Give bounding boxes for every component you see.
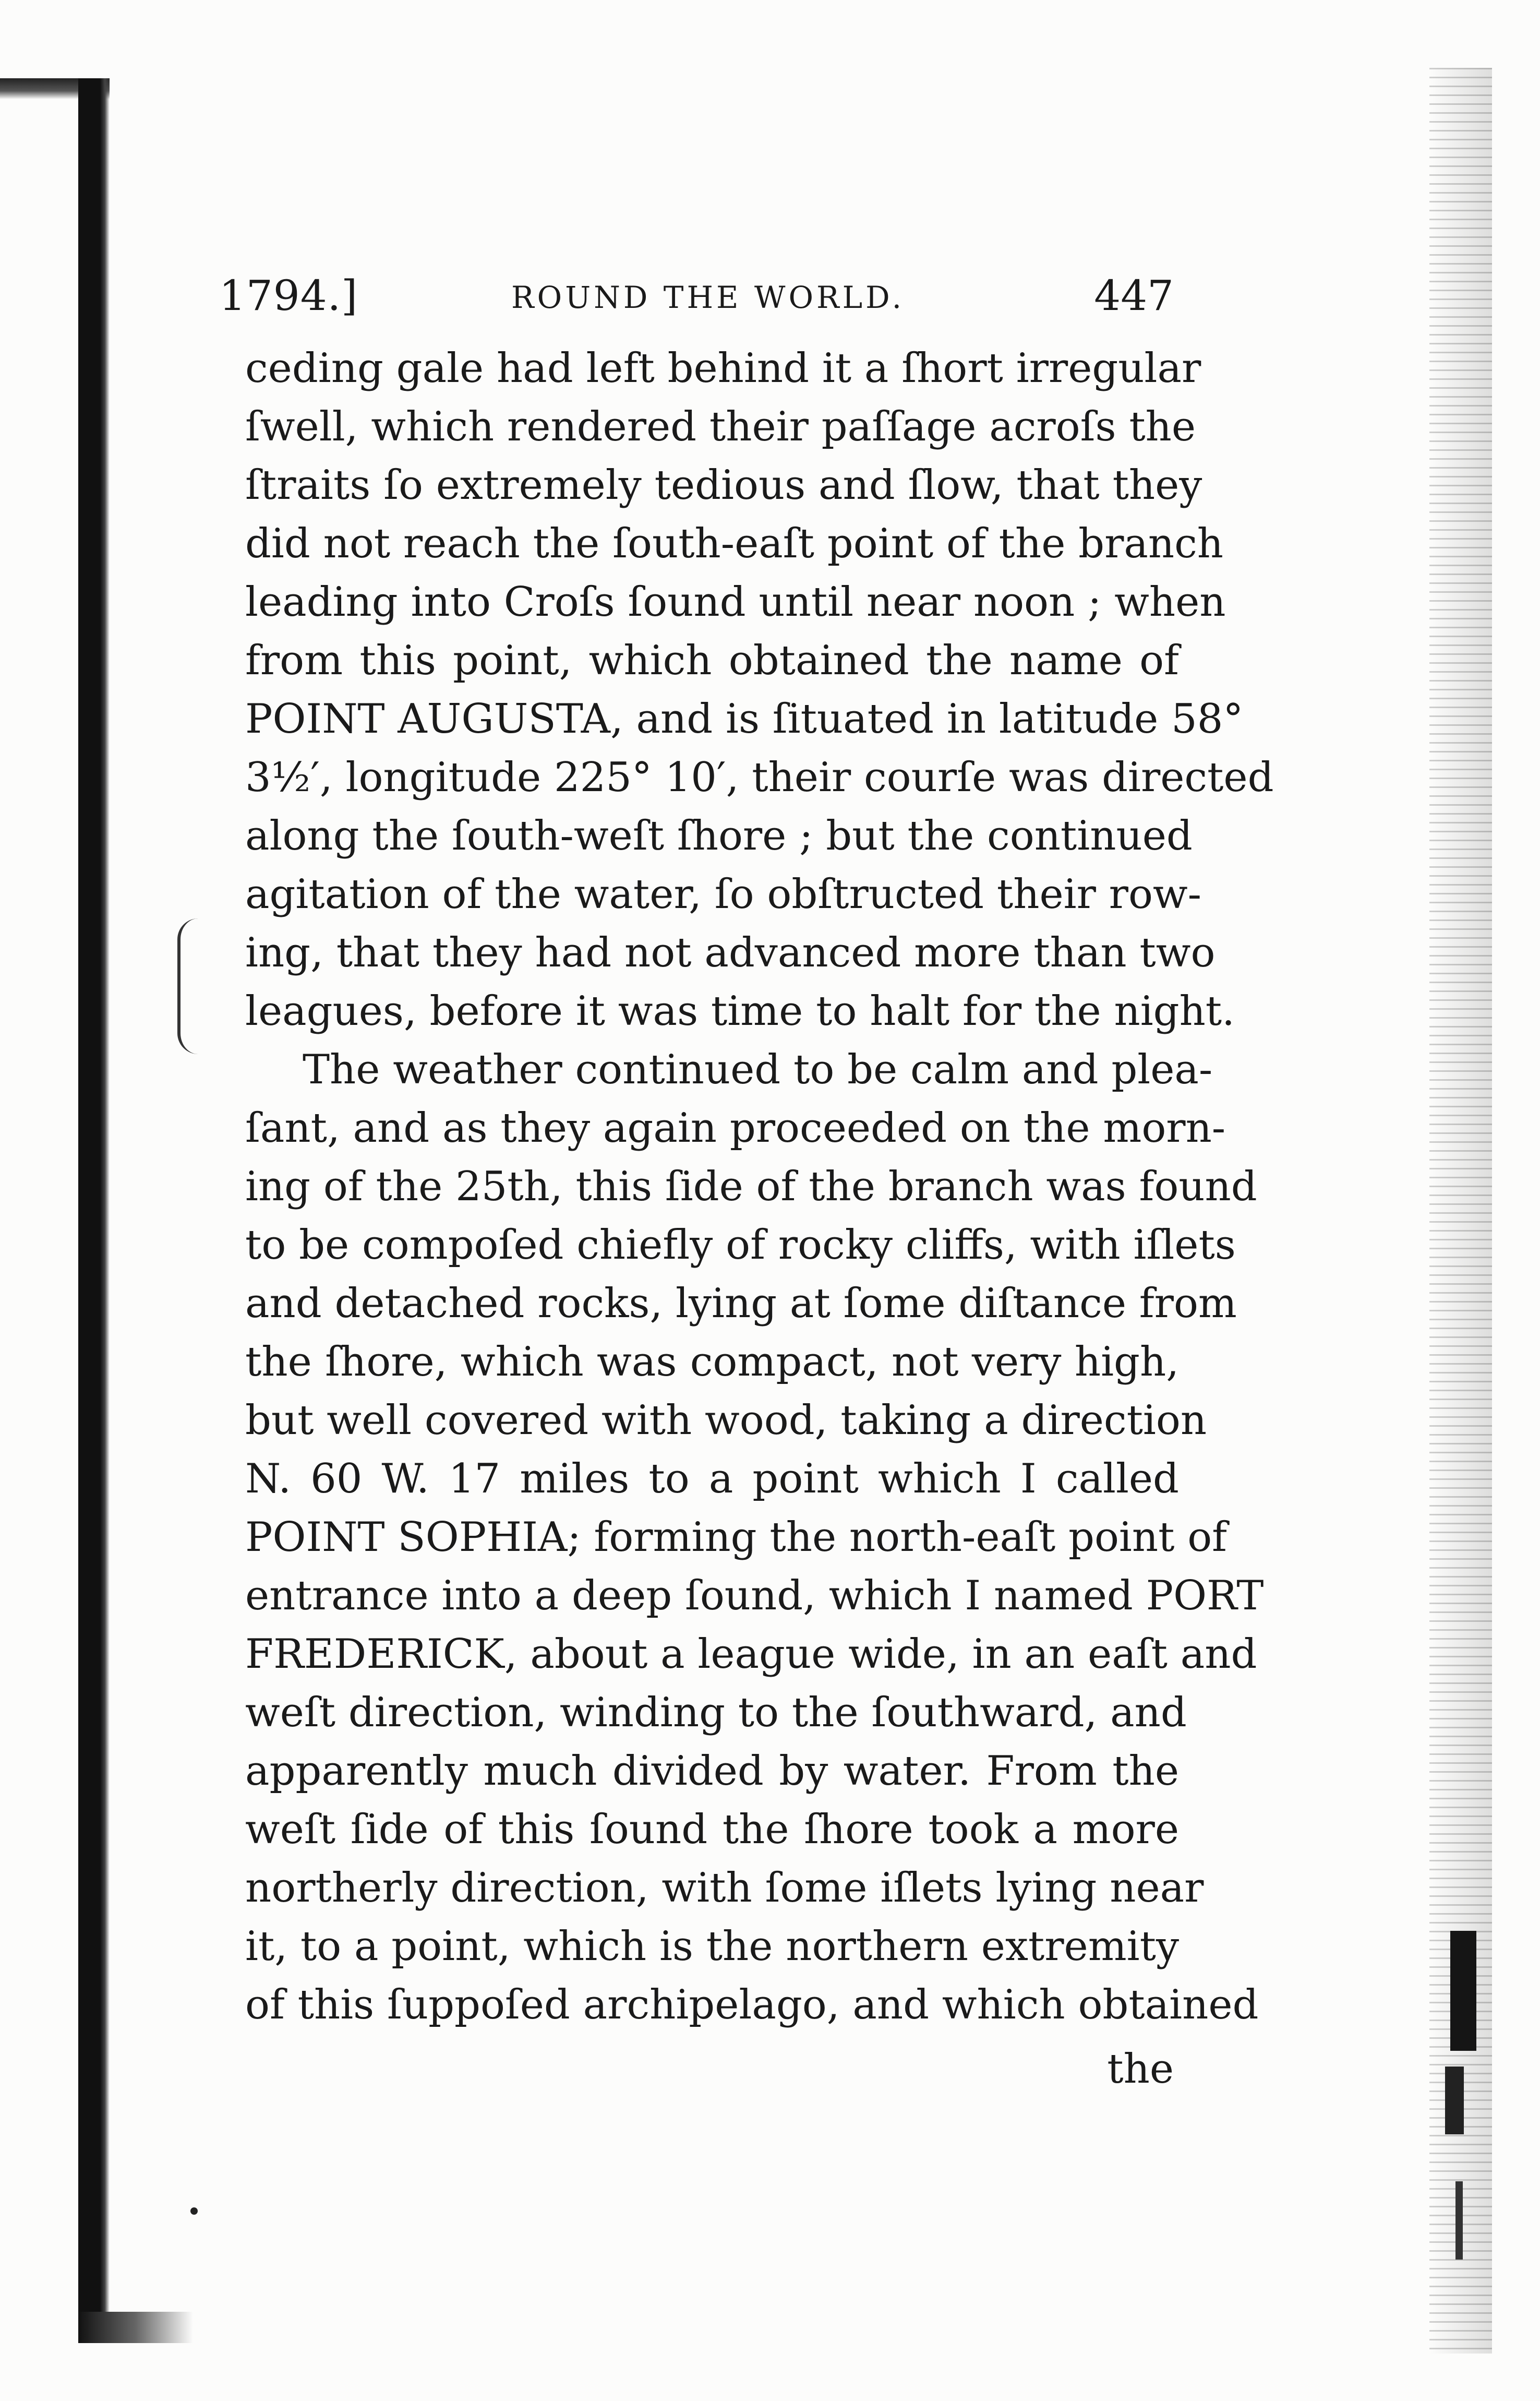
binding-shadow-bottom	[78, 2312, 193, 2343]
text-line: of this ſuppoſed archipelago, and which obtained	[245, 1981, 1259, 2028]
running-title: ROUND THE WORLD.	[511, 280, 905, 315]
text-line: the ſhore, which was compact, not very high,	[245, 1339, 1179, 1385]
text-line: to be compoſed chiefly of rocky cliffs, with iſlets	[245, 1222, 1236, 1269]
text-line: and detached rocks, lying at ſome diſtance from	[245, 1280, 1237, 1327]
text-line: ſtraits ſo extremely tedious and ſlow, that they	[245, 462, 1202, 509]
text-line: from this point, which obtained the name of	[245, 637, 1179, 684]
text-line: entrance into a deep ſound, which I named PORT	[245, 1572, 1264, 1619]
text-line: ſwell, which rendered their paſſage acroſs the	[245, 403, 1196, 450]
text-line: ceding gale had left behind it a ſhort irregular	[245, 345, 1201, 392]
ink-speck	[190, 2207, 198, 2215]
text-line: apparently much divided by water. From the	[245, 1748, 1179, 1795]
text-line: ing of the 25th, this ſide of the branch was found	[245, 1163, 1257, 1210]
text-line: did not reach the ſouth-eaſt point of the branch	[245, 520, 1224, 567]
text-line: northerly direction, with ſome iſlets lying near	[245, 1865, 1204, 1912]
text-line: 3½′, longitude 225° 10′, their courſe was directed	[245, 754, 1274, 801]
scan-mark	[1450, 1931, 1476, 2051]
text-line: weſt direction, winding to the ſouthward, and	[245, 1689, 1187, 1736]
text-line: it, to a point, which is the northern extremity	[245, 1923, 1180, 1970]
text-line: leagues, before it was time to halt for the night.	[245, 988, 1235, 1035]
binding-edge	[78, 78, 110, 2343]
text-line: leading into Croſs ſound until near noon ; when	[245, 579, 1226, 626]
body-text	[245, 339, 1274, 2034]
text-line: The weather continued to be calm and plea-	[303, 1046, 1213, 1093]
catchword: the	[1107, 2046, 1174, 2093]
header-year: 1794.]	[219, 271, 358, 320]
text-line: weſt ſide of this ſound the ſhore took a more	[245, 1806, 1179, 1853]
scan-mark	[1455, 2181, 1463, 2260]
text-line: ing, that they had not advanced more than two	[245, 929, 1216, 976]
text-line: agitation of the water, ſo obſtructed their row-	[245, 871, 1202, 918]
page-number: 447	[1094, 271, 1174, 320]
scan-mark	[1445, 2066, 1464, 2134]
text-line: along the ſouth-weſt ſhore ; but the continued	[245, 813, 1193, 859]
text-line: N. 60 W. 17 miles to a point which I called	[245, 1455, 1179, 1502]
margin-bracket	[177, 918, 201, 1054]
text-line: but well covered with wood, taking a direction	[245, 1397, 1207, 1444]
text-line: FREDERICK, about a league wide, in an eaſt and	[245, 1631, 1257, 1678]
text-line: ſant, and as they again proceeded on the morn-	[245, 1105, 1226, 1152]
text-line: POINT AUGUSTA, and is ſituated in latitude 58°	[245, 696, 1244, 743]
text-line: POINT SOPHIA; forming the north-eaſt point of	[245, 1514, 1228, 1561]
running-header	[219, 271, 1174, 334]
